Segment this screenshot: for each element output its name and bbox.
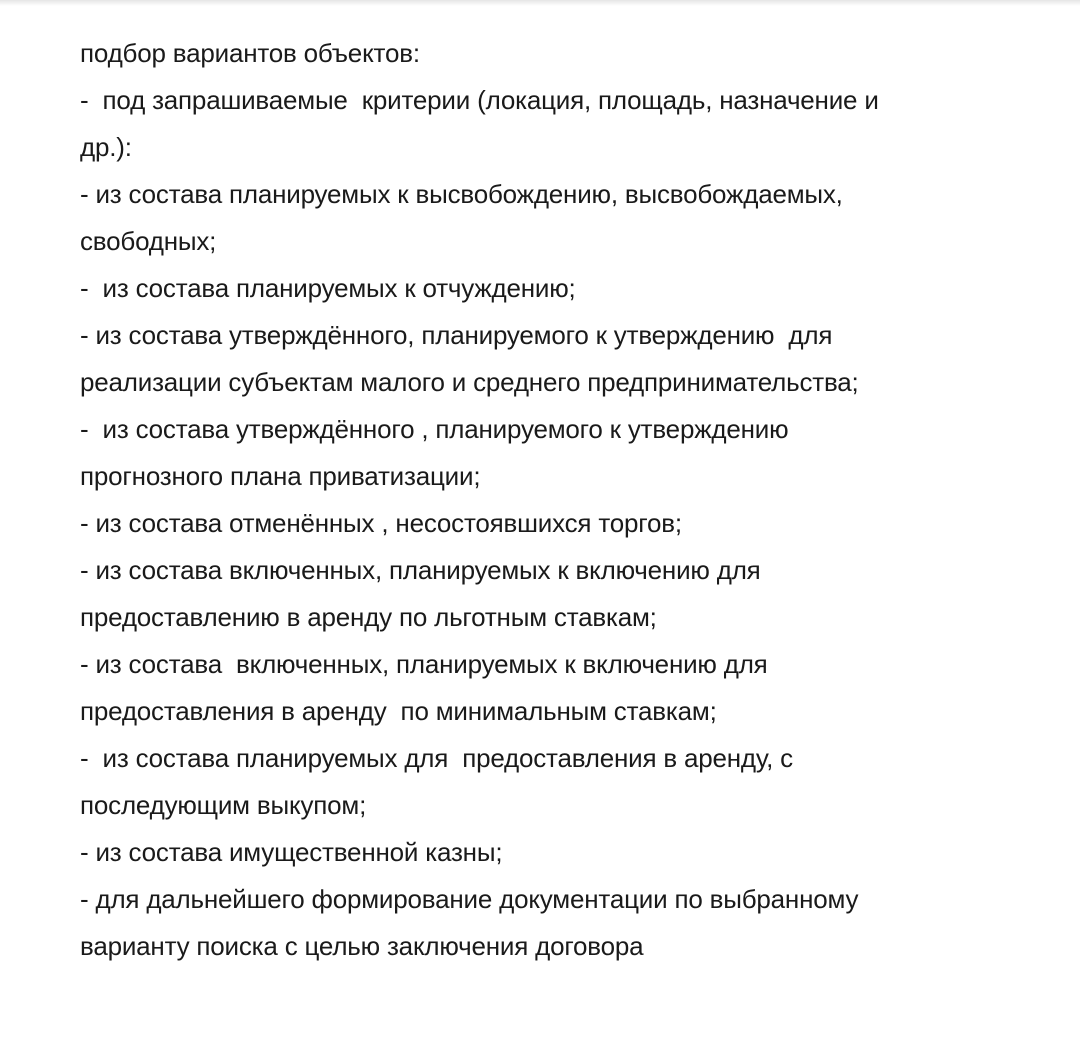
document-text — [80, 30, 1040, 970]
text-line: - из состава планируемых к отчуждению; — [80, 273, 576, 303]
text-line: - из состава имущественной казны; — [80, 837, 503, 867]
text-line: предоставления в аренду по минимальным ставкам; — [80, 696, 717, 726]
text-line: последующим выкупом; — [80, 790, 367, 820]
text-line: подбор вариантов объектов: — [80, 38, 420, 68]
text-line: реализации субъектам малого и среднего предпринимательства; — [80, 367, 859, 397]
text-line: - из состава отменённых , несостоявшихся торгов; — [80, 508, 682, 538]
text-line: варианту поиска с целью заключения договора — [80, 931, 644, 961]
text-line: - из состава утверждённого, планируемого к утверждению для — [80, 320, 833, 350]
text-line: прогнозного плана приватизации; — [80, 461, 481, 491]
text-line: др.): — [80, 132, 132, 162]
text-line: - из состава утверждённого , планируемого к утверждению — [80, 414, 789, 444]
text-line: - для дальнейшего формирование документации по выбранному — [80, 884, 859, 914]
top-edge-shadow — [0, 0, 1080, 6]
text-line: - из состава включенных, планируемых к включению для — [80, 649, 768, 679]
text-line: - из состава планируемых к высвобождению, высвобождаемых, — [80, 179, 843, 209]
text-line: предоставлению в аренду по льготным ставкам; — [80, 602, 657, 632]
text-line: свободных; — [80, 226, 217, 256]
text-line: - из состава планируемых для предоставления в аренду, с — [80, 743, 793, 773]
text-line: - под запрашиваемые критерии (локация, площадь, назначение и — [80, 85, 879, 115]
text-line: - из состава включенных, планируемых к включению для — [80, 555, 761, 585]
